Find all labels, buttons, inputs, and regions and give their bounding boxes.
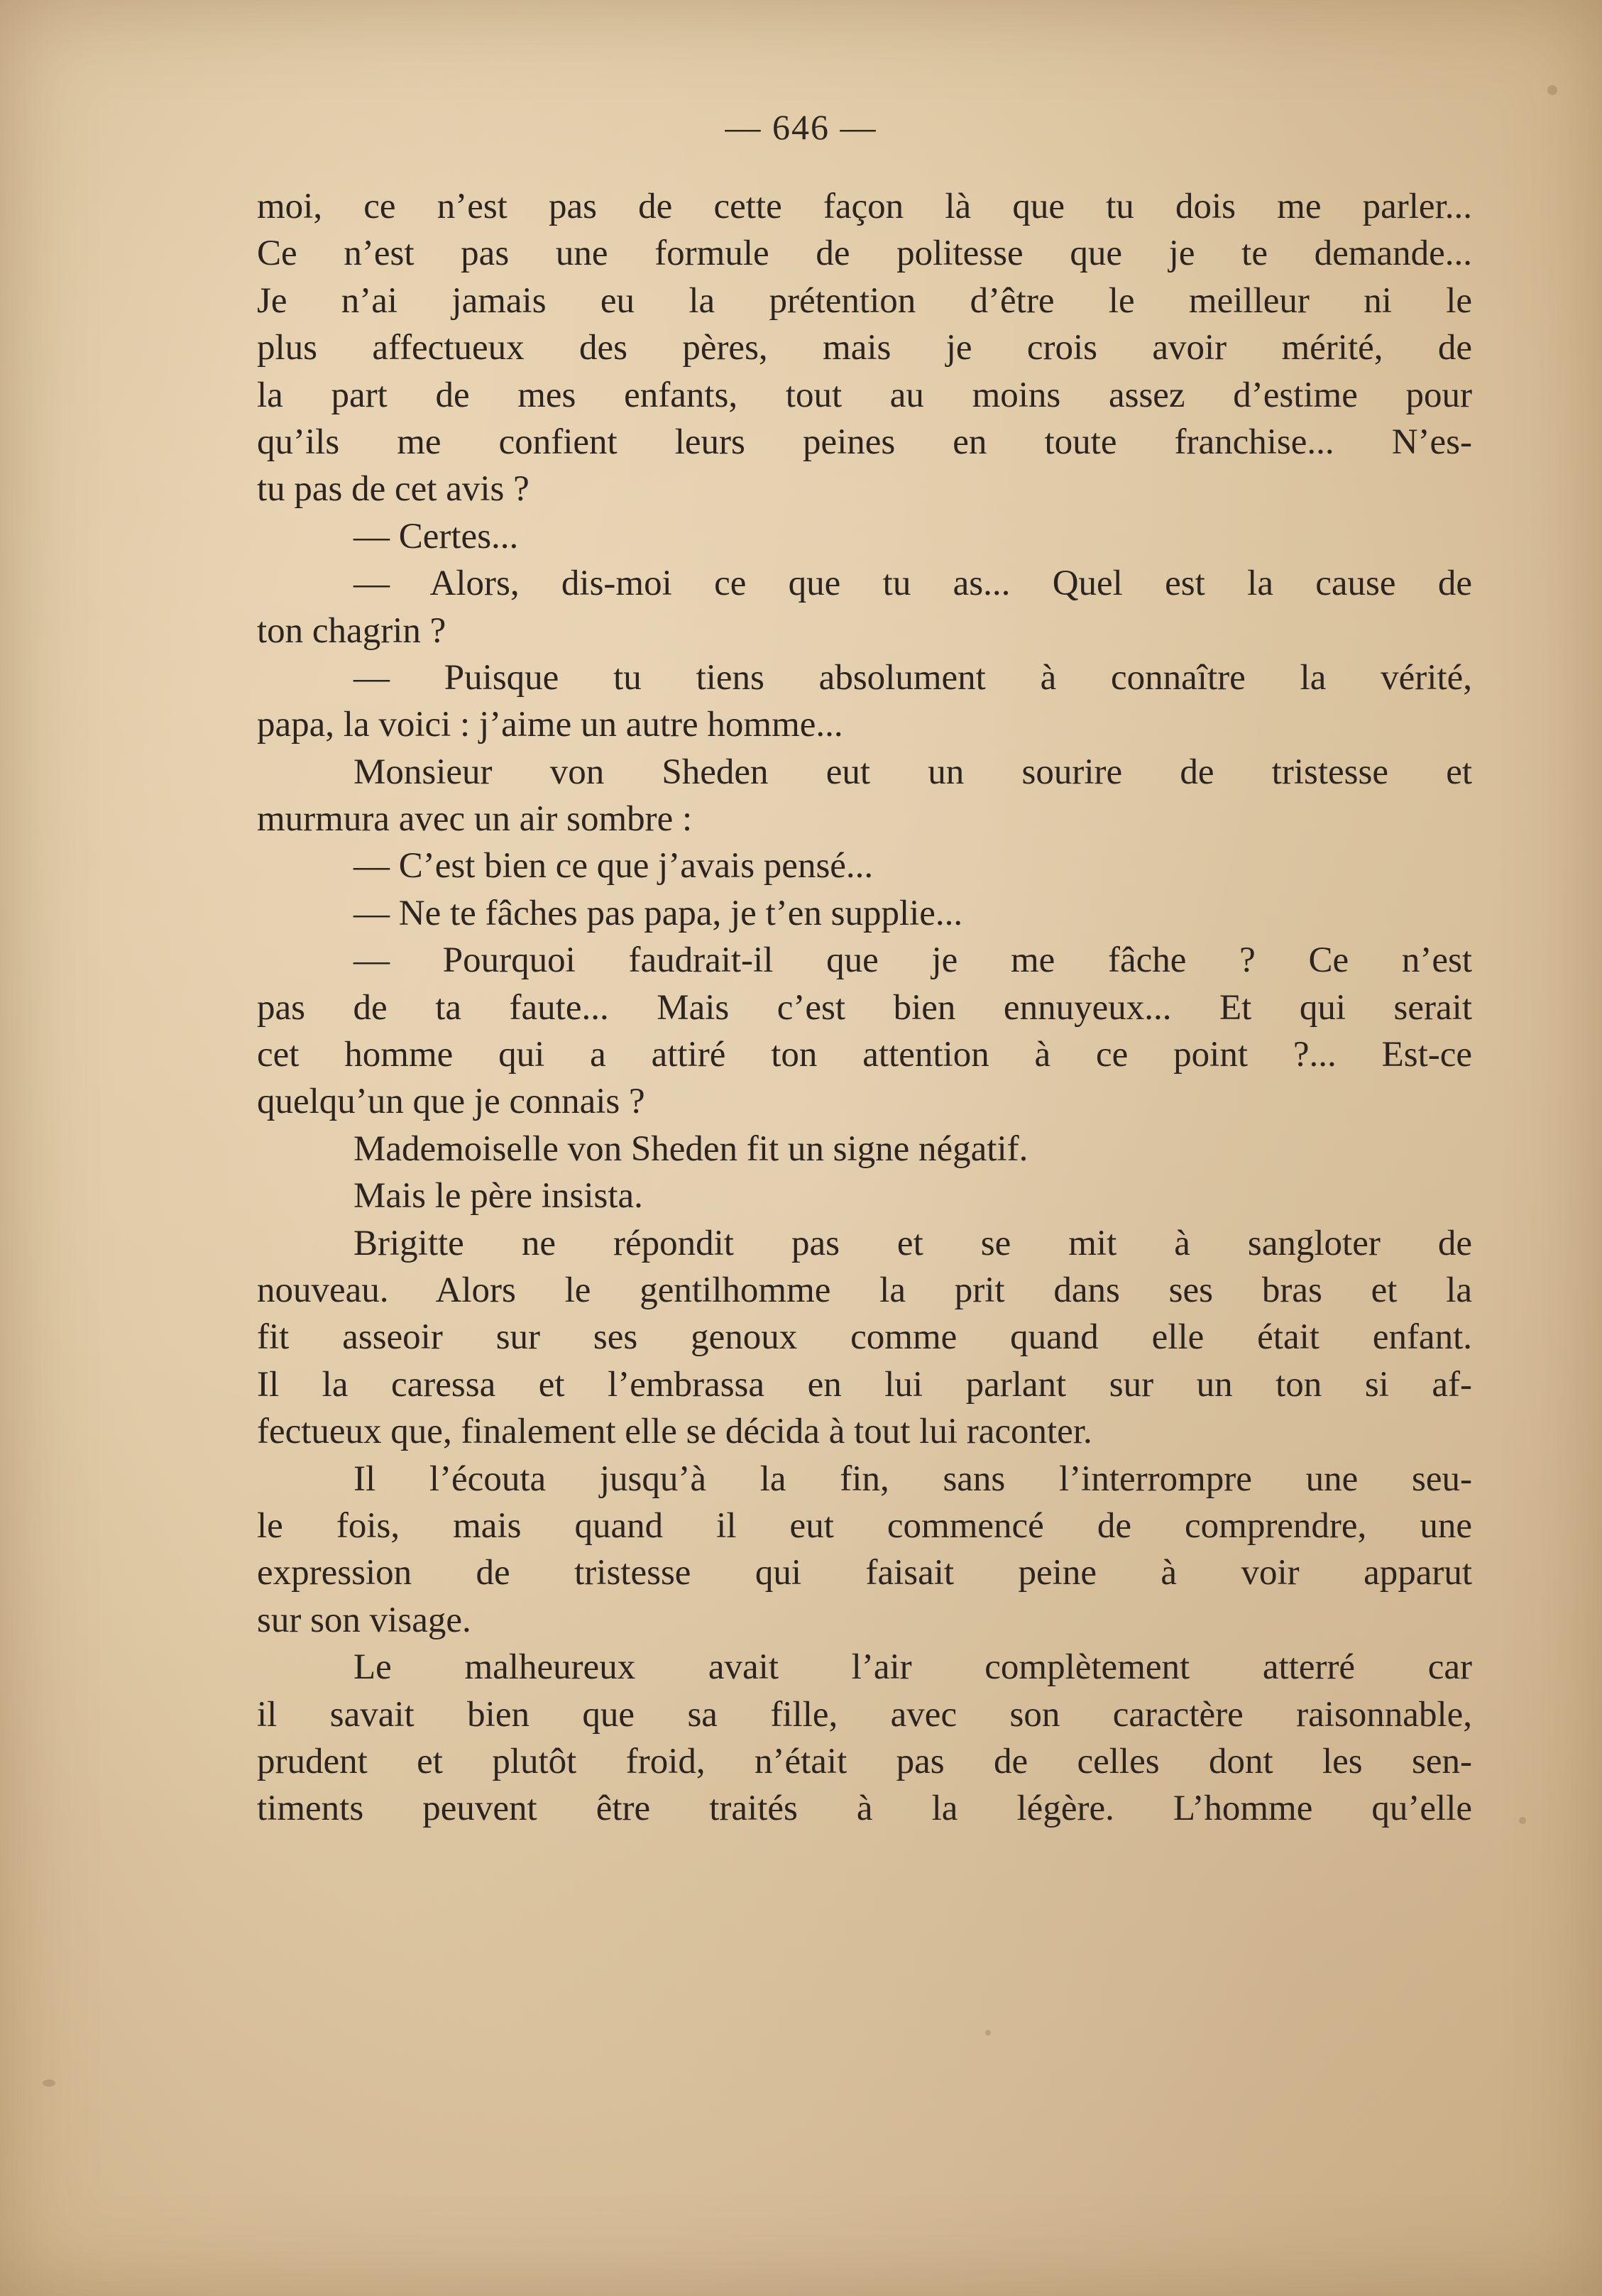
paper-stain <box>1519 1817 1526 1824</box>
text-line: Mais le père insista. <box>353 1176 643 1216</box>
text-line: le fois, mais quand il eut commencé de comprendre, une <box>257 1505 1472 1546</box>
text-line: fit asseoir sur ses genoux comme quand elle était enfant. <box>257 1317 1472 1358</box>
paper-stain <box>1547 85 1557 95</box>
text-line: qu’ils me confient leurs peines en toute franchise... N’es- <box>257 422 1472 462</box>
text-line: nouveau. Alors le gentilhomme la prit dans ses bras et la <box>257 1270 1472 1310</box>
text-line: Le malheureux avait l’air complètement atterré car <box>353 1647 1472 1688</box>
text-line: moi, ce n’est pas de cette façon là que tu dois me parler... <box>257 187 1472 226</box>
text-line: Je n’ai jamais eu la prétention d’être le meilleur ni le <box>257 280 1472 321</box>
text-line: — Certes... <box>353 516 519 556</box>
text-line: prudent et plutôt froid, n’était pas de celles dont les sen- <box>257 1741 1472 1781</box>
text-line: tu pas de cet avis ? <box>257 469 530 510</box>
text-line: — Ne te fâches pas papa, je t’en supplie... <box>353 893 963 933</box>
text-line: cet homme qui a attiré ton attention à ce point ?... Est-ce <box>257 1035 1472 1075</box>
text-line: timents peuvent être traités à la légère. L’homme qu’elle <box>257 1789 1472 1829</box>
text-line: ton chagrin ? <box>257 610 446 651</box>
text-line: quelqu’un que je connais ? <box>257 1082 645 1122</box>
text-line: la part de mes enfants, tout au moins assez d’estime pour <box>257 375 1472 415</box>
body-text <box>257 183 1472 1833</box>
text-line: Mademoiselle von Sheden fit un signe négatif. <box>353 1128 1028 1169</box>
text-line: plus affectueux des pères, mais je crois avoir mérité, de <box>257 328 1472 368</box>
text-line: — Puisque tu tiens absolument à connaître la vérité, <box>353 657 1472 698</box>
text-line: pas de ta faute... Mais c’est bien ennuyeux... Et qui serait <box>257 987 1472 1028</box>
text-line: Ce n’est pas une formule de politesse que je te demande... <box>257 234 1472 274</box>
text-line: il savait bien que sa fille, avec son caractère raisonnable, <box>257 1694 1472 1735</box>
paper-stain <box>43 2080 55 2087</box>
text-line: papa, la voici : j’aime un autre homme... <box>257 705 843 745</box>
text-line: — Pourquoi faudrait-il que je me fâche ? Ce n’est <box>353 940 1472 981</box>
text-line: Brigitte ne répondit pas et se mit à sangloter de <box>353 1223 1472 1263</box>
text-line: Monsieur von Sheden eut un sourire de tristesse et <box>353 752 1472 792</box>
text-line: expression de tristesse qui faisait peine à voir apparut <box>257 1553 1472 1593</box>
text-line: — Alors, dis-moi ce que tu as... Quel est la cause de <box>353 564 1472 604</box>
text-line: Il l’écouta jusqu’à la fin, sans l’interrompre une seu- <box>353 1459 1472 1499</box>
page-number: — 646 — <box>725 107 877 147</box>
text-line: — C’est bien ce que j’avais pensé... <box>353 846 874 886</box>
paper-stain <box>985 2030 991 2036</box>
text-line: fectueux que, finalement elle se décida à tout lui raconter. <box>257 1412 1092 1452</box>
text-line: murmura avec un air sombre : <box>257 799 693 840</box>
text-line: sur son visage. <box>257 1600 471 1640</box>
text-line: Il la caressa et l’embrassa en lui parlant sur un ton si af- <box>257 1364 1472 1405</box>
